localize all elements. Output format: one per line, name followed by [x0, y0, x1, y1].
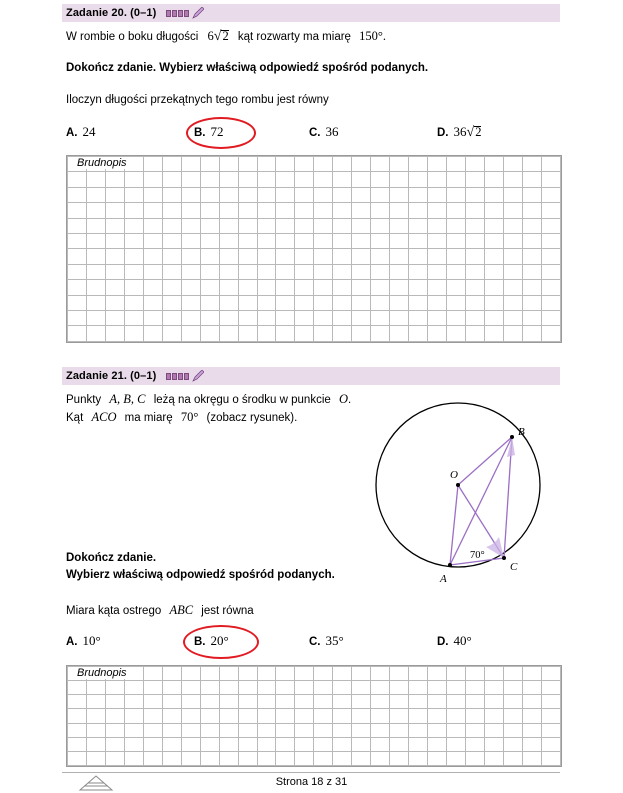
task-20-option-b[interactable]: B. 72	[194, 124, 224, 139]
task-21-stem: Miara kąta ostrego ABC jest równa	[66, 603, 254, 617]
circle-geometry-figure	[366, 395, 566, 590]
grid-row	[68, 280, 561, 295]
grid-row	[68, 723, 561, 737]
pencil-tip-icon	[192, 370, 204, 382]
grid-row	[68, 172, 561, 187]
grid-row	[68, 234, 561, 249]
grid-row	[68, 295, 561, 310]
task-21-option-d[interactable]: D. 40°	[437, 633, 472, 648]
label-C: C	[510, 561, 518, 573]
task-21-title: Zadanie 21. (0–1)	[66, 370, 157, 382]
label-O: O	[450, 469, 458, 481]
grid-row	[68, 249, 561, 264]
footer-divider	[62, 772, 560, 773]
grid-row	[68, 187, 561, 202]
grid-row	[68, 737, 561, 751]
grid-row	[68, 326, 561, 342]
task-20-option-d[interactable]: D. 36√ 2	[437, 124, 482, 140]
task-20-header	[62, 4, 560, 22]
task-21-answers	[66, 633, 560, 651]
task-20-instruction: Dokończ zdanie. Wybierz właściwą odpowiedź spośród podanych.	[66, 62, 429, 74]
task-20-option-c[interactable]: C. 36	[309, 124, 339, 139]
task-21-option-c[interactable]: C. 35°	[309, 633, 344, 648]
task-20-intro: W rombie o boku długości 6√ 2 kąt rozwarty ma miarę 150°.	[66, 29, 387, 44]
grid-row	[68, 218, 561, 233]
task-20-selected-answer-marker	[186, 117, 256, 149]
task-21-line2: Kąt ACO ma miarę 70° (zobacz rysunek).	[66, 410, 298, 424]
label-angle-70: 70°	[470, 550, 485, 561]
pencil-tip-icon	[192, 7, 204, 19]
grid-row	[68, 695, 561, 709]
grid-row	[68, 681, 561, 695]
task-20-answers	[66, 124, 560, 142]
task-20-scratch-grid[interactable]	[66, 155, 562, 343]
task-20-stem: Iloczyn długości przekątnych tego rombu jest równy	[66, 94, 329, 106]
label-B: B	[518, 426, 525, 438]
label-A: A	[440, 573, 447, 585]
task-20-option-a[interactable]: A. 24	[66, 124, 96, 139]
task-21-instruction-2: Wybierz właściwą odpowiedź spośród podanych.	[66, 569, 335, 581]
task-21-instruction-1: Dokończ zdanie.	[66, 552, 157, 564]
grid-row	[68, 709, 561, 723]
grid-row	[68, 311, 561, 326]
task-21-option-b[interactable]: B. 20°	[194, 633, 229, 648]
task-20-scratch-label: Brudnopis	[74, 157, 130, 169]
task-21-option-a[interactable]: A. 10°	[66, 633, 101, 648]
pencil-icon	[166, 7, 206, 19]
page-footer: Strona 18 z 31	[275, 776, 348, 788]
grid-row	[68, 157, 561, 172]
task-21-scratch-grid[interactable]	[66, 665, 562, 767]
exam-logo-icon	[76, 772, 116, 792]
pencil-icon	[166, 370, 206, 382]
task-21-header	[62, 367, 560, 385]
task-21-scratch-label: Brudnopis	[74, 667, 130, 679]
task-21-selected-answer-marker	[183, 625, 259, 659]
grid-row	[68, 203, 561, 218]
task-20-title: Zadanie 20. (0–1)	[66, 7, 157, 19]
task-21-line1: Punkty A, B, C leżą na okręgu o środku w punkcie O.	[66, 392, 352, 406]
grid-row	[68, 667, 561, 681]
grid-row	[68, 264, 561, 279]
grid-row	[68, 751, 561, 765]
